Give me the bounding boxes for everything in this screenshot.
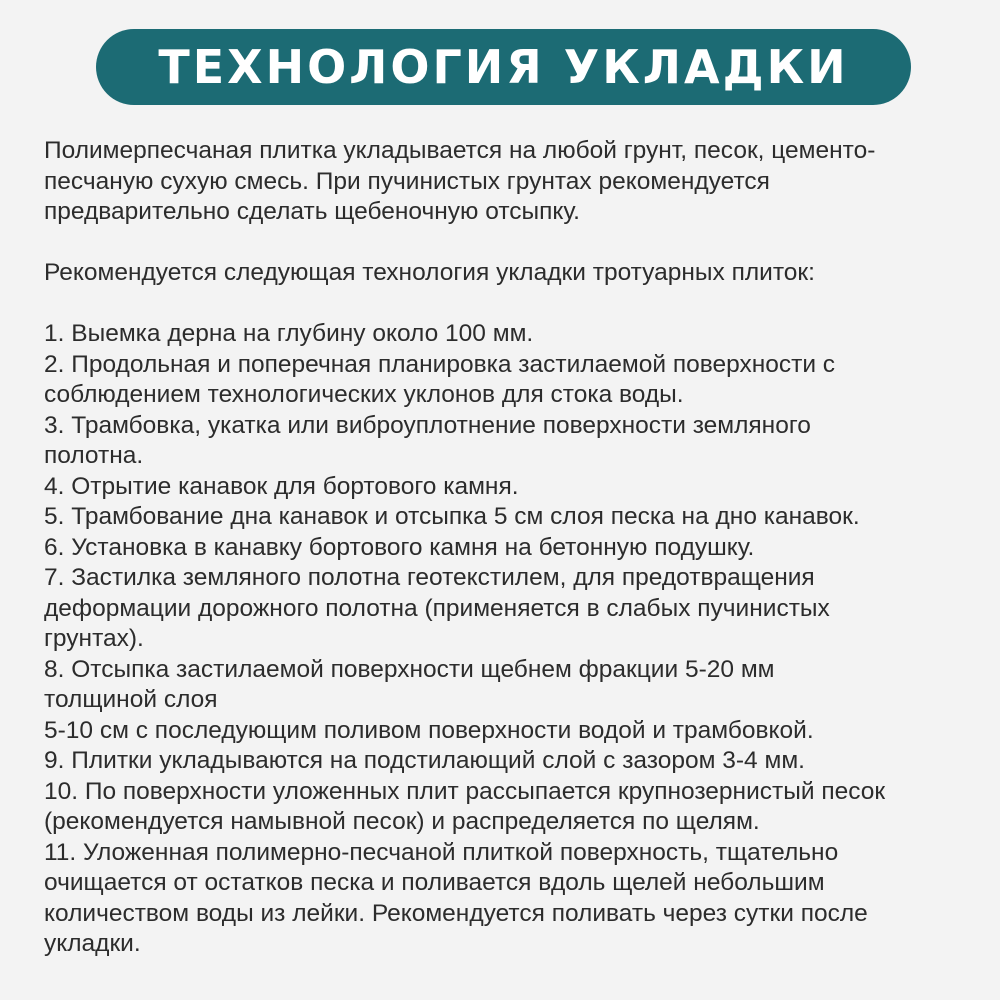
step-line: 10. По поверхности уложенных плит рассыпается крупнозернистый песок	[44, 777, 886, 805]
step-line: количеством воды из лейки. Рекомендуется поливать через сутки после	[44, 899, 868, 927]
step-line: 2. Продольная и поперечная планировка застилаемой поверхности с	[44, 350, 836, 378]
step-line: 5. Трамбование дна канавок и отсыпка 5 см слоя песка на дно канавок.	[44, 503, 860, 530]
step-line: очищается от остатков песка и поливается вдоль щелей небольшим	[44, 869, 825, 896]
lead-sentence: Рекомендуется следующая технология укладки тротуарных плиток:	[44, 259, 815, 286]
text-line: предварительно сделать щебеночную отсыпку.	[44, 198, 580, 225]
step-line: 9. Плитки укладываются на подстилающий слой с зазором 3-4 мм.	[44, 747, 805, 774]
step-line: соблюдением технологических уклонов для стока воды.	[44, 381, 684, 408]
step-line: укладки.	[44, 930, 141, 957]
paragraph-spacer	[44, 289, 979, 320]
step-line: 6. Установка в канавку бортового камня на бетонную подушку.	[44, 533, 755, 561]
text-line: песчаную сухую смесь. При пучинистых грунтах рекомендуется	[44, 167, 770, 195]
step-line: 7. Застилка земляного полотна геотекстилем, для предотвращения	[44, 564, 815, 591]
step-line: толщиной слоя	[44, 686, 218, 713]
text-line: Полимерпесчаная плитка укладывается на любой грунт, песок, цементо-	[44, 137, 876, 164]
intro-paragraph	[44, 136, 979, 228]
step-line: 8. Отсыпка застилаемой поверхности щебнем фракции 5-20 мм	[44, 655, 775, 683]
step-line: деформации дорожного полотна (применяется в слабых пучинистых	[44, 594, 830, 622]
page-title: ТЕХНОЛОГИЯ УКЛАДКИ	[158, 40, 849, 94]
step-line: 1. Выемка дерна на глубину около 100 мм.	[44, 320, 534, 347]
step-line: полотна.	[44, 442, 144, 469]
article-body	[44, 136, 979, 960]
step-line: 3. Трамбовка, укатка или виброуплотнение поверхности земляного	[44, 411, 811, 439]
step-line: 11. Уложенная полимерно-песчаной плиткой поверхность, тщательно	[44, 838, 839, 866]
step-line: грунтах).	[44, 625, 144, 652]
steps-list	[44, 319, 979, 960]
step-line: 4. Отрытие канавок для бортового камня.	[44, 472, 519, 500]
step-line: (рекомендуется намывной песок) и распределяется по щелям.	[44, 808, 760, 835]
paragraph-spacer	[44, 228, 979, 259]
step-line: 5-10 см с последующим поливом поверхности водой и трамбовкой.	[44, 716, 814, 744]
title-banner	[96, 29, 911, 105]
